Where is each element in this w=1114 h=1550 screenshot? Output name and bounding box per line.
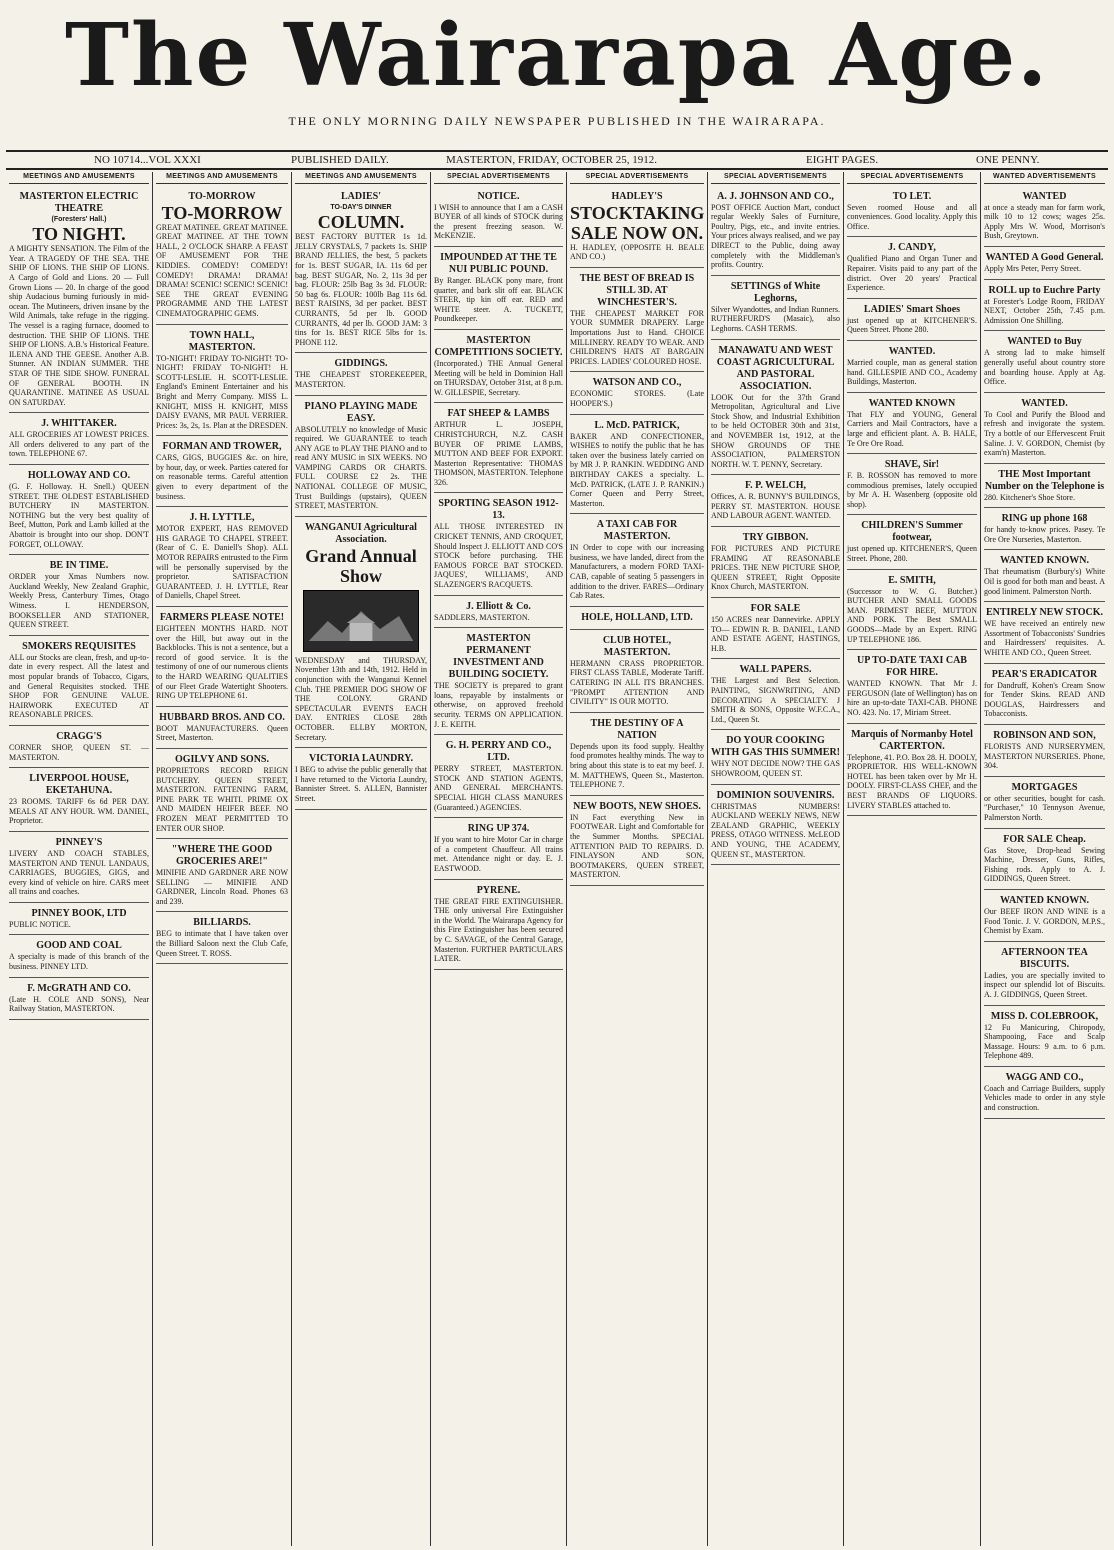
advertisement (984, 779, 1105, 829)
advertisement (847, 395, 977, 454)
ad-body: Silver Wyandottes, and Indian Runners. RUTHERFURD'S (Masaic), also Leghorns. CASH TERMS. (711, 304, 840, 333)
ad-body: THE CHEAPEST MARKET FOR YOUR SUMMER DRAPERY. Large Importations Just to Hand. CHOICE MILLINERY. READY TO WEAR. AND CHILDREN'S HATS AT BARGAIN PRICES. LADIES' COLOURED HOSE. (570, 308, 704, 366)
ad-body: PUBLIC NOTICE. (9, 919, 71, 929)
ad-heading: PYRENE. (476, 884, 521, 896)
ad-heading: E. SMITH, (888, 574, 936, 586)
advertisement (295, 188, 427, 354)
ad-body: 12 Fu Manicuring, Chiropody, Shampooing, Face and Scalp Massage. Hours: 9 a.m. to 6 p.m. Telephone 489. (984, 1022, 1105, 1061)
ad-body: To Cool and Purify the Blood and refresh and invigorate the system. Try a bottle of our Effervescent Fruit Saline. J. V. GORDON, Chemist (by exam'n) Masterton. (984, 409, 1105, 458)
advertisement (9, 937, 149, 977)
ad-body: BEG to intimate that I have taken over the Billiard Saloon next the Club Cafe, Queen Street. T. ROSS. (156, 929, 288, 958)
advertisement (711, 787, 840, 866)
ad-heading: WANTED (1022, 190, 1067, 202)
ad-heading: J. H. LYTTLE, (189, 512, 255, 524)
ad-body: ALL GROCERIES AT LOWEST PRICES. All orders delivered to any part of the town. TELEPHONE 67. (9, 430, 149, 459)
ad-body: Apply Mrs Peter, Perry Street. (984, 263, 1081, 273)
ad-body: IN Order to cope with our increasing business, we have landed, direct from the Manufacturers, a modern FORD TAXI-CAB, capable of seating 5 passengers in addition to the driver. FARES—Ordinary Cab Rates. (570, 543, 704, 601)
ad-heading: CLUB HOTEL, MASTERTON. (602, 634, 672, 658)
ad-display-heading: TO-MORROW (161, 202, 283, 223)
advertisement (156, 709, 288, 749)
published-daily: PUBLISHED DAILY. (291, 154, 389, 166)
ad-body: WANTED KNOWN. That Mr J. FERGUSON (late of Wellington) has on hire an up-to-date TAXI-CAB. PHONE NO. 423. No. 17, Miriam Street. (847, 679, 977, 717)
advertisement (434, 820, 563, 879)
ad-body: That rheumatism (Burbury's) White Oil is good for both man and beast. A good liniment. Palmerston North. (984, 567, 1105, 596)
ad-body: By Ranger. BLACK pony mare, front quarter, and bark slit off ear. BLACK STEER, tip kin off ear. RED and WHITE steer. A. TUCKETT, Poundkeeper. (434, 275, 563, 324)
advertisement (434, 598, 563, 629)
advertisement (570, 188, 704, 268)
ad-body: at Forester's Lodge Room, FRIDAY NEXT, October 25th, 7.45 p.m. Admission One Shilling. (984, 296, 1105, 325)
ad-heading: A TAXI CAB FOR MASTERTON. (596, 519, 678, 543)
ad-body: H. HADLEY, (OPPOSITE H. BEALE AND CO.) (570, 242, 704, 262)
advertisement (9, 834, 149, 903)
columns-container (6, 172, 1108, 1546)
advertisement (9, 728, 149, 768)
ad-display-heading: STOCKTAKING SALE NOW ON. (570, 202, 705, 243)
advertisement (434, 405, 563, 493)
advertisement (711, 661, 840, 730)
advertisement (984, 831, 1105, 890)
advertisement (711, 342, 840, 476)
ad-body: LOOK Out for the 37th Grand Metropolitan, Agricultural and Live Stock Show, and Industrial Exhibition to be held OCTOBER 30th and 31st, and NOVEMBER 1st, 1912, at the SHOW GROUNDS OF THE ASSOCIATION, PALMERSTON NORTH. W. T. PENNY, Secretary. (711, 392, 840, 469)
column-7 (844, 172, 981, 1546)
advertisement (156, 509, 288, 607)
ad-heading: GIDDINGS. (334, 358, 388, 370)
ad-body: MINIFIE AND GARDNER ARE NOW SELLING — MINIFIE AND GARDNER, Lincoln Road. Phones 63 and 239. (156, 868, 288, 906)
advertisement (434, 249, 563, 330)
ad-subheading: (Foresters' Hall.) (51, 215, 107, 223)
advertisement (711, 477, 840, 527)
ad-body: ARTHUR L. JOSEPH, CHRISTCHURCH, N.Z. CASH BUYER OF PRIME LAMBS, MUTTON AND BEEF FOR EXPORT. Masterton Representative: THOMAS THOMSON, MASTERTON. Telephone 326. (434, 420, 563, 487)
ad-body: If you want to hire Motor Car in charge of a competent Chauffeur. All trains met. Attendance night or day. E. J. EASTWOOD. (434, 835, 563, 873)
column-header: SPECIAL ADVERTISEMENTS (847, 172, 977, 184)
ad-heading: Marquis of Normanby Hotel CARTERTON. (851, 728, 973, 752)
ad-display-heading: TO NIGHT. (32, 224, 126, 245)
column-1 (6, 172, 153, 1546)
ad-body: CARS, GIGS, BUGGIES &c. on hire, by hour, day, or week. Parties catered for on reasonable terms. Careful attention given to every department of the business. (156, 453, 288, 501)
ad-heading: WATSON AND CO., (592, 377, 682, 389)
masthead (0, 0, 1114, 150)
advertisement (9, 980, 149, 1020)
ad-heading: G. H. PERRY AND CO., LTD. (445, 740, 552, 764)
ad-heading: LIVERPOOL HOUSE, EKETAHUNA. (29, 773, 129, 797)
advertisement (434, 630, 563, 735)
advertisement (434, 737, 563, 818)
ad-body: Seven roomed House and all conveniences. Good locality. Apply this Office. (847, 202, 977, 231)
advertisement (984, 552, 1105, 602)
ad-body: Gas Stove, Drop-head Sewing Machine, Dresser, Guns, Rifles, Fishing rods. Apply to A. J. GIDDINGS, Queen Street. (984, 845, 1105, 884)
advertisement (847, 726, 977, 817)
ad-heading: MASTERTON ELECTRIC THEATRE (19, 190, 139, 214)
advertisement (434, 495, 563, 595)
ad-body: ALL our Stocks are clean, fresh, and up-to-date in every respect. All the latest and most popular brands of Tobacco, Cigars, and General Requisites stocked. THE SHOP FOR GENUINE VALUE. HAIRWORK EXECUTED AT REASONABLE PRICES. (9, 652, 149, 720)
column-header: MEETINGS AND AMUSEMENTS (9, 172, 149, 184)
ad-body: ALL THOSE INTERESTED IN CRICKET TENNIS, AND CROQUET, Should Inspect J. ELLIOTT AND CO'S STOCK before purchasing. THE FAMOUS FORCE BAT STOCKED. JAQUES', WILLIAMS', AND SLAZENGER'S RACQUETS. (434, 522, 563, 590)
ad-body: ECONOMIC STORES. (Late HOOPER'S.) (570, 389, 704, 408)
column-5 (567, 172, 708, 1546)
advertisement (295, 398, 427, 517)
ad-heading: LADIES' Smart Shoes (863, 303, 961, 315)
ad-body: WEDNESDAY and THURSDAY, November 13th and 14th, 1912. Held in conjunction with the Wanganui Kennel Club. THE PREMIER DOG SHOW OF THE COLONY. GRAND SPECTACULAR EVENTS EACH DAY. ENTRIES CLOSE 28th OCTOBER. ELLBY MORTON, Secretary. (295, 655, 427, 742)
ad-body: CORNER SHOP, QUEEN ST. — MASTERTON. (9, 742, 149, 762)
dateline (6, 150, 1108, 170)
ad-body: ABSOLUTELY no knowledge of Music required. We GUARANTEE to teach ANY AGE to PLAY THE PIANO and to read ANY MUSIC in SIX WEEKS. NO VAMPING CARDS OR CHARTS. FULL COURSE £2 2s. THE NATIONAL COLLEGE OF MUSIC, Trust Buildings (upstairs), QUEEN STREET, MASTERTON. (295, 424, 427, 511)
ad-heading: J. CANDY, (888, 242, 936, 254)
advertisement (156, 914, 288, 964)
ad-body: ORDER your Xmas Numbers now. Auckland Weekly, New Zealand Graphic, Weekly Press, Canterbury Times, Otago Witness. I. HENDERSON, BOOKSELLER AND STATIONER, QUEEN STREET. (9, 572, 149, 630)
ad-body: (Successor to W. G. Butcher.) BUTCHER AND SMALL GOODS MAN. PRIMEST BEEF, MUTTON AND PORK. The Best SMALL GOODS—Made by an Expert. RING UP TELEPHONE 186. (847, 586, 977, 644)
advertisement (570, 417, 704, 515)
column-8 (981, 172, 1108, 1546)
column-header: MEETINGS AND AMUSEMENTS (156, 172, 288, 184)
advertisement (9, 557, 149, 636)
ad-heading: BILLIARDS. (193, 917, 251, 929)
advertisement (984, 333, 1105, 392)
column-header: SPECIAL ADVERTISEMENTS (434, 172, 563, 184)
ad-heading: NOTICE. (477, 190, 520, 202)
ad-body: A strong lad to make himself generally useful about country store and boarding house. Apply at Ag. Office. (984, 348, 1105, 387)
advertisement (847, 301, 977, 341)
ad-heading: CHILDREN'S Summer footwear, (861, 520, 963, 544)
ad-heading: HADLEY'S (611, 190, 663, 202)
advertisement (9, 188, 149, 414)
advertisement (711, 529, 840, 598)
advertisement (570, 632, 704, 713)
advertisement (984, 466, 1105, 509)
advertisement (984, 510, 1105, 550)
ad-body: (G. F. Holloway. H. Snell.) QUEEN STREET. THE OLDEST ESTABLISHED BUTCHERY IN MASTERTON. NOTHING but the very best quality of Beef, Mutton, Pork and Lamb killed at the Abattoir is brought into our shop. DON'T FORGET, OLLOWAY. (9, 482, 149, 549)
newspaper-title: The Wairarapa Age. (64, 5, 1050, 106)
ad-heading: DOMINION SOUVENIRS. (716, 789, 835, 801)
ad-body: THE CHEAPEST STOREKEEPER, MASTERTON. (295, 370, 427, 389)
ad-body: I WISH to announce that I am a CASH BUYER of all kinds of STOCK during the present freezing season. W. McKENZIE. (434, 202, 563, 241)
ad-heading: FOR SALE Cheap. (1003, 833, 1086, 845)
ad-display-heading: Grand Annual Show (305, 545, 417, 586)
ad-body: WHY NOT DECIDE NOW? THE GAS SHOWROOM, QUEEN ST. (711, 759, 840, 778)
advertisement (984, 1008, 1105, 1067)
column-header: SPECIAL ADVERTISEMENTS (570, 172, 704, 184)
ad-heading: OGILVY AND SONS. (174, 753, 269, 765)
column-6 (708, 172, 844, 1546)
advertisement (847, 239, 977, 298)
ad-body: Ladies, you are specially invited to inspect our splendid lot of Biscuits. A. J. GIDDINGS, Queen Street. (984, 970, 1105, 999)
ad-heading: J. WHITTAKER. (41, 418, 117, 430)
advertisement (570, 516, 704, 607)
ad-heading: THE DESTINY OF A NATION (590, 717, 684, 741)
ad-heading: WANTED KNOWN (868, 397, 956, 409)
ad-heading: SMOKERS REQUISITES (22, 640, 136, 652)
ad-body: A specialty is made of this branch of the business. PINNEY LTD. (9, 952, 149, 972)
ad-heading: TOWN HALL, MASTERTON. (188, 329, 256, 353)
ad-body: Offices, A. R. BUNNY'S BUILDINGS, PERRY ST. MASTERTON. HOUSE AND LABOUR AGENT. WANTED. (711, 492, 840, 521)
advertisement (984, 727, 1105, 777)
ad-heading: MISS D. COLEBROOK, (990, 1010, 1099, 1022)
ad-body: (Late H. COLE AND SONS), Near Railway Station, MASTERTON. (9, 994, 149, 1014)
issue-date: MASTERTON, FRIDAY, OCTOBER 25, 1912. (446, 154, 658, 166)
advertisement (984, 944, 1105, 1006)
advertisement (984, 395, 1105, 464)
ad-heading: DO YOUR COOKING WITH GAS THIS SUMMER! (711, 735, 841, 759)
advertisement (156, 751, 288, 839)
ad-body: Telephone, 41. P.O. Box 28. H. DOOLY, PROPRIETOR. HIS WELL-KNOWN HOTEL has been taken over by Mr H. DOOLY. FIRST-CLASS CHEF, and the BEST BRANDS OF LIQUORS. LIVERY STABLES attached to. (847, 752, 977, 810)
ad-body: IN Fact everything New in FOOTWEAR. Light and Comfortable for the Summer Months. SPECIAL ATTENTION PAID TO REPAIRS. D. FINLAYSON AND SON, BOOTMAKERS, QUEEN STREET, MASTERTON. (570, 812, 704, 880)
advertisement (434, 882, 563, 970)
column-header: SPECIAL ADVERTISEMENTS (711, 172, 840, 184)
advertisement (9, 905, 149, 936)
advertisement (711, 188, 840, 276)
ad-heading: WANTED. (1021, 397, 1068, 409)
ad-body: BEST FACTORY BUTTER 1s 1d. JELLY CRYSTALS, 7 packets 1s. SHIP BRAND JELLIES, the best, 5 packets for 1s. BEST SUGAR, IA. 11s 6d per bag. BEST SUGAR, No. 2, 11s 3d per bag. FLOUR: 25lb Bag 3s 3d. FLOUR: 50 bag 6s. FLOUR: 100lb Bag 11s 6d. BEST RAISINS, 3d per packet. BEST CURRANTS, 5d per lb. GOOD CURRANTS, 4d per lb. GOOD JAM: 3 tins for 1s. BEST RICE 5lbs for 1s. PHONE 112. (295, 232, 427, 347)
page-count: EIGHT PAGES. (806, 154, 879, 166)
column-3 (292, 172, 431, 1546)
ad-heading: MORTGAGES (1011, 781, 1078, 793)
ad-heading: MASTERTON COMPETITIONS SOCIETY. (434, 334, 563, 358)
ad-heading: LADIES' (340, 190, 381, 202)
advertisement (156, 438, 288, 507)
advertisement (984, 604, 1105, 663)
ad-heading: HOLLOWAY AND CO. (27, 470, 131, 482)
ad-heading: A. J. JOHNSON AND CO., (717, 190, 834, 202)
ad-body: THE GREAT FIRE EXTINGUISHER. THE only universal Fire Extinguisher in the World. The Wairarapa Agency for this Fire Extinguisher has been secured by C. SAVAGE, of the Central Garage, Masterton. FURTHER PARTICULARS LATER. (434, 896, 563, 964)
ad-heading: WAGG AND CO., (1005, 1071, 1084, 1083)
advertisement (9, 415, 149, 465)
column-4 (431, 172, 567, 1546)
ad-heading: PEAR'S ERADICATOR (991, 668, 1098, 680)
ad-heading: MANAWATU AND WEST COAST AGRICULTURAL AND PASTORAL ASSOCIATION. (716, 344, 835, 392)
ad-heading: CRAGG'S (56, 730, 102, 742)
ad-body: HERMANN CRASS PROPRIETOR. FIRST CLASS TABLE, Moderate Tariff. CATERING IN ALL ITS BRANCHES. "PROMPT ATTENTION AND CIVILITY" IS OUR MOTTO. (570, 658, 704, 707)
ad-body: THE Largest and Best Selection. PAINTING, SIGNWRITING, AND DECORATING A SPECIALTY. J SMITH & SONS, Opposite W.F.C.A., Ltd., Queen St. (711, 676, 840, 724)
ad-heading: UP TO-DATE TAXI CAB FOR HIRE. (857, 655, 967, 679)
advertisement (847, 652, 977, 723)
ad-heading: SHAVE, Sir! (884, 459, 940, 471)
ad-heading: WANTED KNOWN. (1000, 555, 1089, 567)
advertisement (570, 798, 704, 886)
advertisement (711, 732, 840, 784)
ad-body: F. B. ROSSON has removed to more commodious premises, lately occupied by Mr A. H. Wasenberg (opposite old shop). (847, 471, 977, 509)
ad-heading: NEW BOOTS, NEW SHOES. (573, 800, 701, 812)
ad-heading: FAT SHEEP & LAMBS (447, 408, 550, 420)
advertisement (295, 519, 427, 748)
advertisement (984, 188, 1105, 247)
ad-heading: FARMERS PLEASE NOTE! (159, 612, 285, 623)
ad-heading: WANTED KNOWN. (1000, 894, 1089, 906)
ad-body: 280. Kitchener's Shoe Store. (984, 492, 1075, 502)
advertisement (984, 282, 1105, 332)
ad-body: Coach and Carriage Builders, supply Vehicles made to order in any style and construction. (984, 1083, 1105, 1113)
ad-heading: IMPOUNDED AT THE TE NUI PUBLIC POUND. (440, 251, 557, 275)
advertisement (984, 1069, 1105, 1119)
ad-heading: TO LET. (892, 190, 932, 202)
ad-body: FOR PICTURES AND PICTURE FRAMING AT REASONABLE PRICES. THE NEW PICTURE SHOP, QUEEN STREET, Right Opposite Knox Church, MASTERTON. (711, 544, 840, 592)
ad-body: PROPRIETORS RECORD REIGN BUTCHERY. QUEEN STREET, MASTERTON. FATTENING FARM, PINE PARK TE WHITI. PRIME OX AND MAIDEN HEIFER BEEF. NO FROZEN MEAT PERMITTED TO ENTER OUR SHOP. (156, 765, 288, 833)
issue-number: NO 10714...VOL XXXI (94, 154, 201, 166)
ad-body: TO-NIGHT! FRIDAY TO-NIGHT! TO-NIGHT! FRIDAY TO-NIGHT! H. SCOTT-LESLIE. H. SCOTT-LESLIE. England's Eminent Entertainer and his Bright and Merry Company. MISS L. KNIGHT, MISS H. KNIGHT, MISS DAISY EVANS, MR PAUL VERRIER. Prices: 3s, 2s, 1s. Plan at the DRESDEN. (156, 353, 288, 430)
ad-heading: GOOD AND COAL (36, 940, 122, 952)
advertisement (156, 327, 288, 437)
ad-body: That FLY and YOUNG, General Carriers and Mail Contractors, have a large and efficient plant. A. B. HALE, Te Ore Ore Road. (847, 409, 977, 448)
ad-body: GREAT MATINEE. GREAT MATINEE. GREAT MATINEE. AT THE TOWN HALL, 2 O'CLOCK SHARP. A FEAST OF AMUSEMENT FOR THE KIDDIES. COMEDY! COMEDY! COMEDY! DRAMA! DRAMA! DRAMA! SCENIC! SCENIC! SCENIC! SEE THE GREAT EVENING PROGRAMME AND THE LATEST CINEMATOGRAPHIC GEMS. (156, 222, 288, 318)
advertisement (295, 750, 427, 809)
advertisement (9, 638, 149, 726)
ad-heading: WANTED A Good General. (985, 251, 1104, 263)
ad-heading: PIANO PLAYING MADE EASY. (304, 400, 418, 424)
advertisement (434, 332, 563, 403)
ad-body: Qualified Piano and Organ Tuner and Repairer. Visits paid to any part of the district. Over 20 years' Practical Experience. (847, 254, 977, 293)
ad-heading: ENTIRELY NEW STOCK. (986, 607, 1103, 619)
ad-body: PERRY STREET, MASTERTON. STOCK AND STATION AGENTS, AND GENERAL MERCHANTS. SPECIAL HIGH CLASS MANURES (Guaranteed.) AGENCIES. (434, 764, 563, 812)
advertisement (984, 249, 1105, 280)
ad-body: A MIGHTY SENSATION. The Film of the Year. A TRAGEDY OF THE SEA. THE SHIP OF LIONS. THE SHIP OF LIONS. A Cargo of Gold and Lions. 20 — Full Grown Lions — 20. In charge of the good ship Audacious burning furiously in mid-ocean. The Mutineers, driven insane by the Wild Animals, take refuge in the rigging. The vessel is a raging furnace, doomed to destruction. THE SHIP OF LIONS. THE SHIP OF LIONS. A.B.'s Historical Feature. ILENA AND THE GEESE. Another A.B. Stunner. AN INDIAN SUMMER. THE STAR OF THE SIDE SHOW. FUNERAL OF GENERAL BOOTH. IN QUARANTINE. MATINEE AS USUAL ON SATURDAY. (9, 244, 149, 407)
ad-heading: AFTERNOON TEA BISCUITS. (1001, 946, 1088, 970)
ad-heading: WANTED to Buy (1007, 336, 1082, 348)
advertisement (570, 609, 704, 630)
ad-heading: FORMAN AND TROWER, (162, 441, 282, 453)
ad-body: Depends upon its food supply. Healthy food promotes healthy minds. The way to bring about this state is to eat my beef. J. M. MATTHEWS, Queen St., Masterton. TELEPHONE 7. (570, 741, 704, 790)
ad-heading: MASTERTON PERMANENT INVESTMENT AND BUILDING SOCIETY. (448, 633, 549, 681)
ad-subheading: TO-DAY'S DINNER (330, 203, 392, 211)
advertisement (570, 270, 704, 373)
advertisement (984, 666, 1105, 725)
ad-display-heading: COLUMN. (317, 212, 405, 233)
ad-body: WE have received an entirely new Assortment of Tobacconists' Sundries and Hairdressers' requisites. A. WHITE AND CO., Queen Street. (984, 619, 1105, 658)
ad-body: SADDLERS, MASTERTON. (434, 612, 530, 622)
ad-heading: TO-MORROW (188, 190, 256, 202)
ad-body: or other securities, bought for cash. "Purchaser," 10 Tennyson Avenue, Palmerston North. (984, 793, 1105, 822)
ad-body: 150 ACRES near Dannevirke. APPLY TO— EDWIN R. B. DANIEL, LAND AND ESTATE AGENT, HASTINGS, H.B. (711, 615, 840, 653)
ad-heading: ROBINSON AND SON, (993, 730, 1096, 741)
price: ONE PENNY. (976, 154, 1040, 166)
ad-heading: BE IN TIME. (49, 560, 109, 572)
advertisement (9, 467, 149, 555)
ad-body: for handy to-know prices. Pasey. Te Ore Ore Nurseries, Masterton. (984, 525, 1105, 544)
ad-heading: WANTED. (888, 345, 936, 357)
ad-heading: TRY GIBBON. (742, 532, 809, 544)
ad-heading: VICTORIA LAUNDRY. (308, 753, 414, 765)
ad-body: I BEG to advise the public generally that I have returned to the Victoria Laundry, Bannister Street. S. ALLEN, Bannister Street. (295, 765, 427, 803)
advertisement (434, 188, 563, 247)
ad-heading: THE BEST OF BREAD IS STILL 3D. AT WINCHESTER'S. (579, 272, 695, 308)
ad-body: 23 ROOMS. TARIFF 6s 6d PER DAY. MEALS AT ANY HOUR. WM. DANIEL, Proprietor. (9, 797, 149, 826)
advertisement (847, 572, 977, 651)
ad-body: FLORISTS AND NURSERYMEN, MASTERTON NURSERIES. Phone, 304. (984, 742, 1105, 771)
ad-heading: HOLE, HOLLAND, LTD. (581, 611, 693, 623)
ad-heading: J. Elliott & Co. (466, 600, 531, 612)
engraving-illustration (303, 590, 419, 652)
newspaper-subtitle: THE ONLY MORNING DAILY NEWSPAPER PUBLISHED IN THE WAIRARAPA. (288, 114, 826, 128)
advertisement (847, 456, 977, 515)
ad-body: at once a steady man for farm work, milk 10 to 12 cows; wages 25s. Apply Mrs W. Wood, Morrison's Bush, Greytown. (984, 202, 1105, 241)
ad-heading: WALL PAPERS. (739, 664, 812, 676)
ad-body: for Dandruff, Kohen's Cream Snow for Tender Skins. READ AND DOUGLAS, Hairdressers and Tobacconists. (984, 680, 1105, 719)
ad-heading: "WHERE THE GOOD GROCERIES ARE!" (171, 844, 273, 868)
ad-body: BOOT MANUFACTURERS. Queen Street, Masterton. (156, 723, 288, 743)
advertisement (984, 892, 1105, 942)
ad-body: BAKER AND CONFECTIONER, WISHES to notify the public that he has taken over the business lately carried on by MR J. P. RANKIN. WEDDING AND BIRTHDAY CAKES a specialty. L. McD. PATRICK, (LATE J. P. RANKIN.) Corner Queen and Perry Street, Masterton. (570, 431, 704, 508)
ad-heading: PINNEY'S (55, 836, 103, 848)
advertisement (156, 841, 288, 912)
ad-heading: HUBBARD BROS. AND CO. (159, 711, 285, 723)
ad-body: just opened up at KITCHENER'S. Queen Street. Phone 280. (847, 315, 977, 335)
ad-body: CHRISTMAS NUMBERS! AUCKLAND WEEKLY NEWS, NEW ZEALAND GRAPHIC, WEEKLY PRESS, OTAGO WITNESS. McLEOD AND YOUNG, THE ACADEMY, QUEEN ST., MASTERTON. (711, 801, 840, 859)
advertisement (295, 355, 427, 395)
ad-body: Our BEEF IRON AND WINE is a Food Tonic. J. V. GORDON, M.P.S., Chemist by Exam. (984, 906, 1105, 936)
ad-body: THE SOCIETY is prepared to grant loans, repayable by instalments or otherwise, on approved freehold security. TERMS ON APPLICATION. J. E. KEITH. (434, 681, 563, 729)
ad-body: EIGHTEEN MONTHS HARD. NOT over the Hill, but away out in the Backblocks. This is not a sentence, but a record of good service. It is the testimony of one of our numerous clients to the HARD WEARING QUALITIES of our Fleet Grade Watertight Shooters. RING UP TELEPHONE 61. (156, 624, 288, 701)
advertisement (847, 343, 977, 393)
ad-body: LIVERY AND COACH STABLES, MASTERTON AND TENUI. LANDAUS, CARRIAGES, BUGGIES, GIGS, and every kind of vehicle on hire. CARS meet all trains and coaches. (9, 848, 149, 897)
ad-heading: SETTINGS of White Leghorns, (730, 280, 821, 304)
ad-heading: WANGANUI Agricultural Association. (305, 521, 417, 545)
advertisement (711, 600, 840, 659)
ad-body: (Incorporated.) THE Annual General Meeting will be held in Dominion Hall on THURSDAY, October 31st, at 8 p.m. W. GILLESPIE, Secretary. (434, 358, 563, 397)
advertisement (847, 517, 977, 569)
advertisement (156, 609, 288, 707)
ad-heading: THE Most Important Number on the Telephone is (984, 468, 1105, 492)
advertisement (711, 278, 840, 340)
ad-heading: L. McD. PATRICK, (594, 419, 680, 431)
ad-body: just opened up. KITCHENER'S, Queen Street. Phone, 280. (847, 544, 977, 564)
advertisement (9, 770, 149, 832)
column-header: MEETINGS AND AMUSEMENTS (295, 172, 427, 184)
ad-body: POST OFFICE Auction Mart, conduct regular Weekly Sales of Furniture, Poultry, Pigs, etc., and invite entries. Your prices always realised, and we pay DIRECT to the Public, doing away completely with the Middleman's profits. Country. (711, 202, 840, 270)
advertisement (156, 188, 288, 325)
ad-body: Married couple, man as general station hand. GILLESPIE AND CO., Academy Buildings, Masterton. (847, 357, 977, 387)
advertisement (570, 715, 704, 796)
ad-body: MOTOR EXPERT, HAS REMOVED HIS GARAGE TO CHAPEL STREET. (Rear of C. E. Daniell's Shop). ALL MOTOR REPAIRS entrusted to the Firm will be personally supervised by the proprietor. SATISFACTION GUARANTEED. J. H. LYTTLE, Rear of Daniells, Chapel Street. (156, 524, 288, 601)
column-2 (153, 172, 292, 1546)
advertisement (847, 188, 977, 238)
ad-heading: SPORTING SEASON 1912-13. (438, 498, 559, 522)
advertisement (570, 374, 704, 414)
ad-heading: RING up phone 168 (1001, 513, 1088, 525)
ad-heading: F. McGRATH AND CO. (27, 982, 131, 994)
ad-heading: ROLL up to Euchre Party (988, 284, 1101, 296)
ad-heading: RING UP 374. (467, 823, 530, 835)
ad-heading: F. P. WELCH, (744, 480, 807, 492)
ad-heading: FOR SALE (750, 603, 801, 615)
ad-heading: PINNEY BOOK, LTD (31, 907, 127, 919)
column-header: WANTED ADVERTISEMENTS (984, 172, 1105, 184)
